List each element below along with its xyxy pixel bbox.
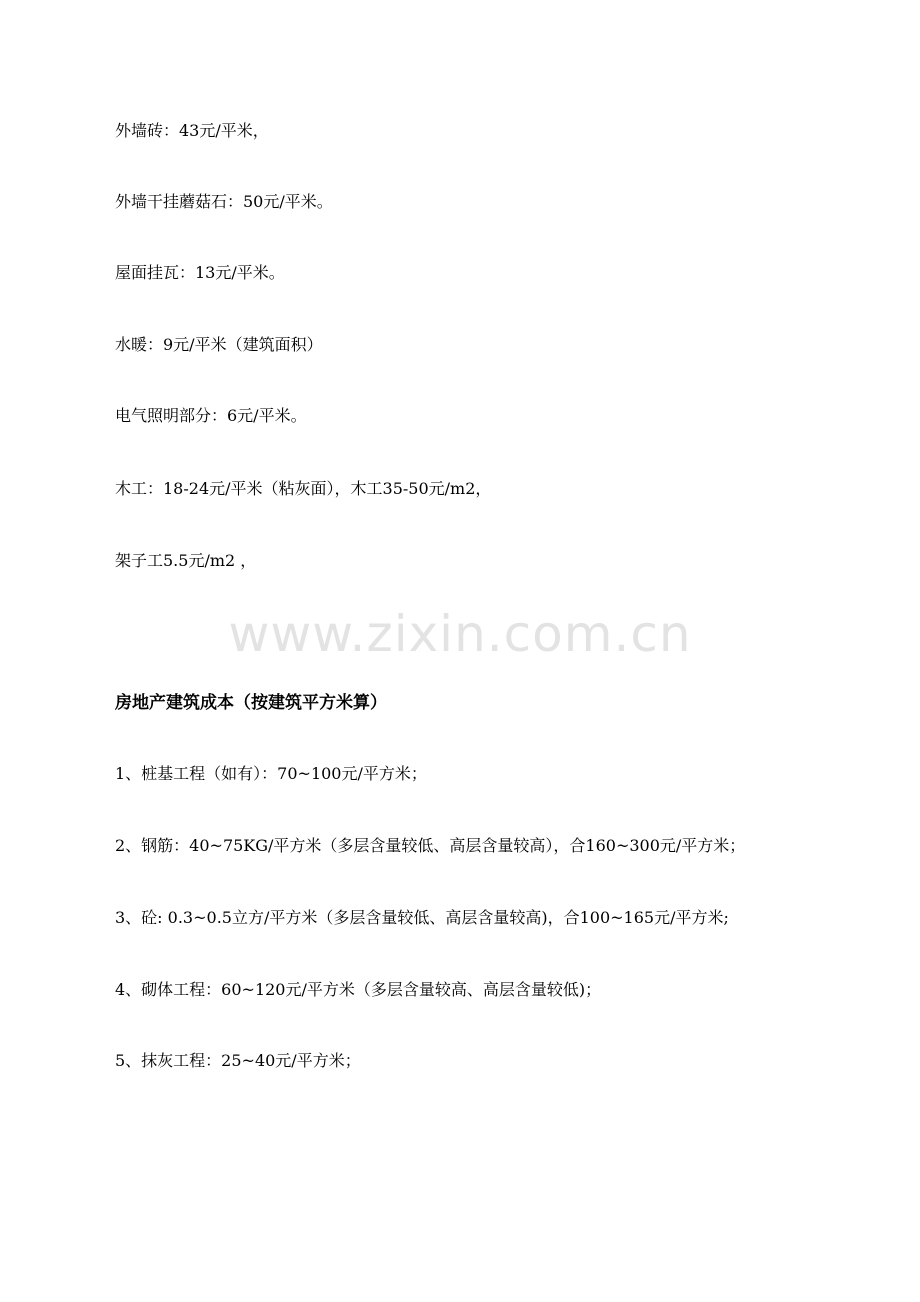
text-line-carpentry: 木工：18-24元/平米（粘灰面），木工35-50元/m2， [115,479,492,498]
text-line-exterior-stone: 外墙干挂蘑菇石：50元/平米。 [115,192,333,211]
text-line-exterior-tile: 外墙砖：43元/平米， [115,121,269,140]
list-item-masonry: 4、砌体工程：60~120元/平方米（多层含量较高、高层含量较低)； [115,980,602,999]
text-line-roof-tile: 屋面挂瓦：13元/平米。 [115,263,285,282]
list-item-pile-foundation: 1、桩基工程（如有）：70~100元/平方米； [115,764,427,783]
watermark: www.zixin.com.cn [228,605,692,663]
text-line-plumbing: 水暖：9元/平米（建筑面积） [115,335,323,354]
list-item-rebar: 2、钢筋：40~75KG/平方米（多层含量较低、高层含量较高），合160~300元/平方米； [115,836,746,855]
section-heading: 房地产建筑成本（按建筑平方米算） [115,693,387,713]
text-line-scaffolding: 架子工5.5元/m2 ， [115,551,257,570]
list-item-plastering: 5、抹灰工程：25~40元/平方米； [115,1051,361,1070]
text-line-electrical: 电气照明部分：6元/平米。 [115,406,307,425]
list-item-concrete: 3、砼: 0.3~0.5立方/平方米（多层含量较低、高层含量较高)，合100~165元/平方米; [115,908,729,927]
